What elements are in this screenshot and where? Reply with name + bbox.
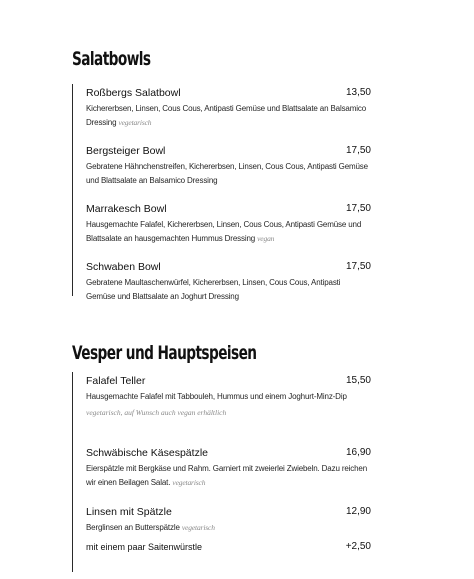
item-description-text: Kichererbsen, Linsen, Cous Cous, Antipasti Gemüse und Blattsalate an Balsamico Dressing: [86, 104, 367, 127]
item-name: Falafel Teller: [86, 375, 146, 387]
item-price: 13,50: [345, 87, 371, 98]
diet-tag: vegetarisch: [181, 523, 215, 532]
item-description: [86, 276, 370, 303]
menu-item: [86, 86, 370, 129]
item-description: [86, 462, 370, 489]
item-price: 17,50: [345, 145, 371, 156]
menu-item: [86, 505, 370, 554]
item-description-text: Eierspätzle mit Bergkäse und Rahm. Garniert mit zweierlei Zwiebeln. Dazu reichen wir einen Beilagen Salat.: [86, 464, 368, 487]
menu-item: [86, 446, 370, 489]
item-description: [86, 218, 370, 245]
section-title: Salatbowls: [72, 48, 151, 70]
item-description-text: Hausgemachte Falafel, Kichererbsen, Linsen, Cous Cous, Antipasti Gemüse und Blattsalate an hausgemachten Hummus Dressing: [86, 220, 362, 243]
extra-option: [86, 540, 370, 554]
item-description-text: Gebratene Maultaschenwürfel, Kichererbsen, Linsen, Cous Cous, Antipasti Gemüse und Blattsalate an Joghurt Dressing: [86, 278, 341, 301]
menu-item: [86, 144, 370, 187]
item-price: 12,90: [345, 506, 371, 517]
extra-option-price: +2,50: [345, 540, 371, 552]
menu-item: [86, 260, 370, 303]
item-price: 17,50: [345, 203, 371, 214]
item-name: Marrakesch Bowl: [86, 203, 167, 215]
item-price: 16,90: [345, 447, 371, 458]
item-name: Schwaben Bowl: [86, 261, 161, 273]
diet-tag: vegetarisch: [172, 477, 206, 487]
item-description-text: Berglinsen an Butterspätzle: [86, 523, 180, 532]
item-description: [86, 160, 370, 187]
menu-item: [86, 202, 370, 245]
item-price: 17,50: [345, 261, 371, 272]
item-name: Linsen mit Spätzle: [86, 506, 172, 518]
item-description: [86, 521, 370, 535]
item-description-text: Hausgemachte Falafel mit Tabbouleh, Hummus und einem Joghurt-Minz-Dip: [86, 392, 347, 401]
section-rule: [72, 84, 73, 296]
section-rule: [72, 372, 73, 572]
extra-option-name: mit einem paar Saitenwürstle: [86, 541, 203, 552]
item-description: [86, 102, 370, 129]
item-name: Schwäbische Käsespätzle: [86, 447, 208, 459]
diet-tag: vegan: [257, 233, 275, 243]
section-title: Vesper und Hauptspeisen: [72, 342, 257, 364]
diet-tag: vegetarisch: [118, 117, 152, 127]
item-name: Roßbergs Salatbowl: [86, 87, 181, 99]
diet-note: vegetarisch, auf Wunsch auch vegan erhältlich: [86, 407, 227, 417]
item-description-text: Gebratene Hähnchenstreifen, Kichererbsen, Linsen, Cous Cous, Antipasti Gemüse und Blattsalate an Balsamico Dressing: [86, 162, 368, 185]
menu-item: [86, 374, 370, 419]
item-name: Bergsteiger Bowl: [86, 145, 166, 157]
item-description: [86, 390, 370, 404]
item-price: 15,50: [345, 375, 371, 386]
